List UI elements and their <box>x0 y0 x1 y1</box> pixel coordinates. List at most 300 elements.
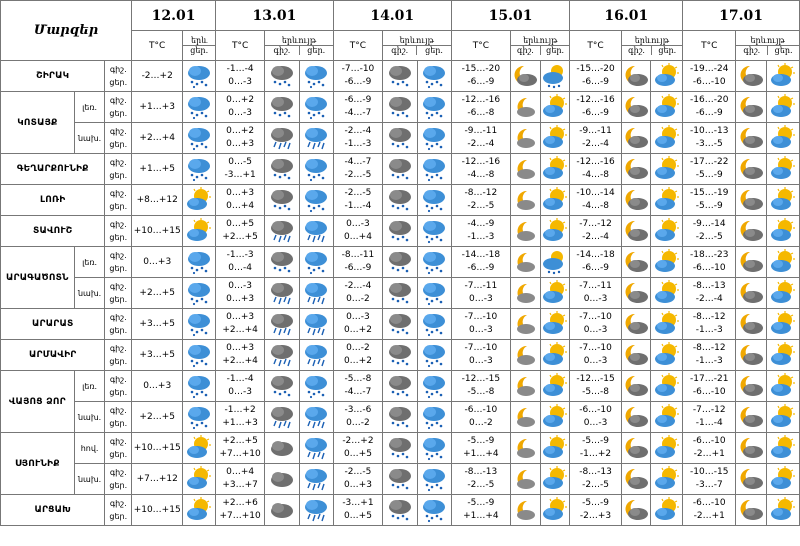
moon-cloud-icon <box>621 92 651 123</box>
night-day-label <box>736 46 799 55</box>
night-day-labels <box>105 61 132 92</box>
moon-cloud-icon <box>621 216 651 247</box>
day-temp: 0…-3 <box>583 356 608 366</box>
night-label: գիշ. <box>109 282 127 291</box>
sun-cloud-icon <box>651 154 683 185</box>
moon-icon <box>511 154 541 185</box>
night-temp: 0…-3 <box>346 219 370 229</box>
moon-cloud-icon <box>736 216 767 247</box>
temp-value <box>570 340 621 371</box>
sub-zone: լեռ. <box>74 371 105 402</box>
cloud-snow-icon <box>265 185 300 216</box>
day-temp: +7…+10 <box>219 511 261 521</box>
sun-cloud-icon <box>540 340 570 371</box>
cloud-snow-icon <box>383 464 418 495</box>
temp-value <box>216 61 265 92</box>
region-name: ԱՐԱԳԱԾՈՏՆ <box>1 247 75 309</box>
temp-value <box>216 216 265 247</box>
day-temp: 0…-3 <box>469 294 493 304</box>
temp-value <box>570 92 621 123</box>
day-label: ցեր. <box>109 481 128 490</box>
night-temp: -2…+2 <box>342 436 374 446</box>
temp-value <box>683 185 736 216</box>
day-label: ցեր. <box>109 450 128 459</box>
night-temp: -12…-16 <box>576 157 615 167</box>
snow-icon <box>183 309 216 340</box>
night-day-labels <box>105 247 132 278</box>
day-label: ցեր. <box>109 171 128 180</box>
night-temp: -7…-10 <box>464 312 498 322</box>
night-temp: -10…-14 <box>576 188 615 198</box>
night-temp: -1…-4 <box>226 64 254 74</box>
phen-label: երևույթ <box>622 36 682 46</box>
sun-cloud-icon <box>183 464 216 495</box>
day-temp: 0…-3 <box>583 418 608 428</box>
temp-value: +10…+15 <box>132 216 183 247</box>
snow-icon <box>417 309 451 340</box>
temp-value <box>216 309 265 340</box>
cloud-snow-icon <box>383 123 418 154</box>
temp-value <box>683 216 736 247</box>
sub-zone: նախ. <box>74 278 105 309</box>
snow-icon <box>183 340 216 371</box>
moon-icon <box>511 185 541 216</box>
day-temp: -2…-4 <box>467 139 495 149</box>
day-temp: -6…-9 <box>582 263 610 273</box>
night-temp: -8…-13 <box>692 281 726 291</box>
cloud-icon <box>265 433 300 464</box>
phen-header <box>621 31 682 61</box>
moon-icon <box>511 371 541 402</box>
night-label: գիշ. <box>109 96 127 105</box>
temp-value <box>451 340 510 371</box>
snow-icon <box>183 402 216 433</box>
sun-cloud-icon <box>767 464 800 495</box>
rain-icon <box>300 278 334 309</box>
region-name: ՍՅՈՒՆԻՔ <box>1 433 75 495</box>
night-temp: -10…-13 <box>690 126 729 136</box>
day-temp: -4…-8 <box>467 170 495 180</box>
night-temp: -8…-11 <box>341 250 375 260</box>
moon-cloud-icon <box>736 402 767 433</box>
sun-cloud-icon <box>767 92 800 123</box>
snow-icon <box>417 340 451 371</box>
moon-cloud-icon <box>621 433 651 464</box>
moon-icon <box>511 433 541 464</box>
sun-cloud-icon <box>540 402 570 433</box>
moon-icon <box>511 495 541 526</box>
sun-cloud-icon <box>767 61 800 92</box>
moon-cloud-icon <box>621 154 651 185</box>
day-temp: -2…-4 <box>582 139 610 149</box>
night-day-labels <box>105 185 132 216</box>
temp-value <box>570 371 621 402</box>
temp-header: T°C <box>683 31 736 61</box>
temp-value <box>570 309 621 340</box>
night-temp: 0…+4 <box>226 467 255 477</box>
night-temp: -8…-12 <box>464 188 498 198</box>
night-temp: -7…-10 <box>579 343 612 353</box>
night-temp: +2…+5 <box>222 436 258 446</box>
snow-icon <box>300 92 334 123</box>
night-temp: -5…-8 <box>344 374 372 384</box>
moon-cloud-icon <box>621 464 651 495</box>
region-name: ԼՈՌԻ <box>1 185 105 216</box>
date-header: 16.01 <box>570 1 683 31</box>
temp-value <box>570 247 621 278</box>
cloud-rain-icon <box>265 340 300 371</box>
cloud-snow-icon <box>383 92 418 123</box>
night-label: գիշ. <box>109 468 127 477</box>
day-label: ցեր. <box>109 357 128 366</box>
sun-cloud-icon <box>767 340 800 371</box>
moon-cloud-icon <box>736 278 767 309</box>
day-temp: -1…-3 <box>467 232 495 242</box>
night-temp: -7…-12 <box>692 405 726 415</box>
sun-cloud-icon <box>651 123 683 154</box>
night-temp: 0…+3 <box>226 312 255 322</box>
sun-cloud-icon <box>540 309 570 340</box>
day-temp: 0…+5 <box>343 449 372 459</box>
cloud-rain-icon <box>265 309 300 340</box>
night-temp: -6…-10 <box>464 405 498 415</box>
day-label: ցեր. <box>190 46 209 55</box>
cloud-snow-icon <box>265 61 300 92</box>
day-label: ցեր. <box>109 109 128 118</box>
day-temp: 0…-3 <box>583 325 608 335</box>
sun-cloud-icon <box>767 247 800 278</box>
night-temp: -8…-12 <box>692 312 726 322</box>
night-temp: -2…-5 <box>344 467 372 477</box>
night-label: գիշ. <box>383 46 417 55</box>
day-temp: -2…-5 <box>695 232 723 242</box>
rain-icon <box>300 433 334 464</box>
temp-header: T°C <box>333 31 382 61</box>
snow-icon <box>417 371 451 402</box>
day-temp: -2…-4 <box>582 232 610 242</box>
moon-cloud-icon <box>736 185 767 216</box>
day-temp: -1…-3 <box>695 325 723 335</box>
phen-label: երև <box>183 36 215 46</box>
temp-value <box>451 154 510 185</box>
cloud-snow-icon <box>383 154 418 185</box>
night-day-labels <box>105 309 132 340</box>
moon-cloud-icon <box>736 92 767 123</box>
day-temp: -6…-9 <box>344 77 372 87</box>
day-temp: 0…-3 <box>583 294 608 304</box>
day-temp: -5…-9 <box>695 201 723 211</box>
temp-value <box>570 154 621 185</box>
day-temp: 0…+5 <box>343 511 372 521</box>
sun-cloud-icon <box>540 495 570 526</box>
temp-value <box>333 464 382 495</box>
night-label: գիշ. <box>109 189 127 198</box>
sun-cloud-icon <box>651 371 683 402</box>
sun-cloud-icon <box>767 309 800 340</box>
day-temp: +7…+10 <box>219 449 261 459</box>
temp-value <box>683 371 736 402</box>
moon-cloud-icon <box>621 185 651 216</box>
night-temp: -12…-16 <box>461 95 501 105</box>
rain-icon <box>300 402 334 433</box>
temp-value <box>451 464 510 495</box>
night-temp: -10…-15 <box>690 467 729 477</box>
date-header: 14.01 <box>333 1 451 31</box>
temp-value <box>333 216 382 247</box>
temp-value <box>570 495 621 526</box>
night-temp: -7…-11 <box>579 281 612 291</box>
region-name: ՎԱՅՈՑ ՁՈՐ <box>1 371 75 433</box>
moon-cloud-icon <box>621 340 651 371</box>
temp-header: T°C <box>451 31 510 61</box>
day-temp: 0…-3 <box>228 387 252 397</box>
sun-cloud-icon <box>540 371 570 402</box>
day-temp: -6…-9 <box>467 263 495 273</box>
day-temp: -1…-3 <box>695 356 723 366</box>
temp-value <box>683 92 736 123</box>
sun-cloud-icon <box>651 61 683 92</box>
night-temp: 0…+5 <box>226 219 255 229</box>
temp-value <box>333 340 382 371</box>
temp-value <box>683 402 736 433</box>
night-label: գիշ. <box>109 127 127 136</box>
rain-icon <box>300 495 334 526</box>
moon-cloud-icon <box>621 495 651 526</box>
night-temp: -5…-9 <box>582 436 610 446</box>
night-temp: -9…-14 <box>692 219 726 229</box>
night-label: գիշ. <box>622 46 653 55</box>
temp-value <box>333 247 382 278</box>
sun-cloud-icon <box>540 154 570 185</box>
temp-value <box>570 278 621 309</box>
moon-cloud-icon <box>736 340 767 371</box>
snow-icon <box>417 278 451 309</box>
temp-value: +3…+5 <box>132 309 183 340</box>
night-temp: -15…-20 <box>576 64 615 74</box>
temp-value: +1…+3 <box>132 92 183 123</box>
temp-value <box>451 216 510 247</box>
night-day-labels <box>105 433 132 464</box>
temp-value <box>451 402 510 433</box>
sun-cloud-icon <box>651 433 683 464</box>
night-day-labels <box>105 278 132 309</box>
night-temp: 0…+3 <box>226 343 255 353</box>
region-name: ՇԻՐԱԿ <box>1 61 105 92</box>
phen-header <box>183 31 216 61</box>
snow-icon <box>183 123 216 154</box>
temp-value <box>451 123 510 154</box>
sun-cloud-icon <box>651 464 683 495</box>
night-temp: -9…-11 <box>464 126 498 136</box>
night-temp: 0…+2 <box>226 126 255 136</box>
night-temp: -7…-11 <box>464 281 498 291</box>
day-temp: +1…+4 <box>463 511 499 521</box>
moon-icon <box>511 309 541 340</box>
sun-cloud-icon <box>651 216 683 247</box>
temp-value <box>333 309 382 340</box>
snow-icon <box>417 495 451 526</box>
day-temp: -6…-9 <box>582 77 610 87</box>
temp-value <box>216 464 265 495</box>
night-temp: -2…-4 <box>344 281 372 291</box>
date-header: 12.01 <box>132 1 216 31</box>
day-label: ցեր. <box>109 202 128 211</box>
temp-value <box>333 154 382 185</box>
moon-cloud-icon <box>736 495 767 526</box>
night-temp: -7…-10 <box>341 64 375 74</box>
snow-icon <box>417 247 451 278</box>
day-temp: 0…-3 <box>228 108 252 118</box>
temp-value: +7…+12 <box>132 464 183 495</box>
day-temp: -6…-10 <box>692 387 726 397</box>
snow-icon <box>183 92 216 123</box>
sun-cloud-icon <box>540 278 570 309</box>
snow-icon <box>183 61 216 92</box>
night-day-labels <box>105 154 132 185</box>
sun-cloud-icon <box>540 216 570 247</box>
day-temp: -1…-3 <box>344 139 372 149</box>
night-label: գիշ. <box>109 313 127 322</box>
temp-value: +10…+15 <box>132 433 183 464</box>
cloud-rain-icon <box>265 123 300 154</box>
day-label: ցեր. <box>774 46 793 55</box>
night-temp: -8…-13 <box>464 467 498 477</box>
night-temp: -1…+2 <box>224 405 256 415</box>
temp-value <box>451 185 510 216</box>
day-temp: 0…+2 <box>343 356 372 366</box>
moon-cloud-icon <box>736 247 767 278</box>
sun-cloud-icon <box>767 278 800 309</box>
rain-icon <box>300 216 334 247</box>
day-temp: 0…+4 <box>343 232 372 242</box>
snow-icon <box>300 371 334 402</box>
day-temp: -6…-8 <box>467 108 495 118</box>
snow-icon <box>417 123 451 154</box>
temp-value <box>216 340 265 371</box>
temp-value <box>570 216 621 247</box>
sub-zone: նախ. <box>74 123 105 154</box>
phen-label: երևույթ <box>736 36 799 46</box>
phen-header <box>265 31 334 61</box>
day-label: ցեր. <box>109 140 128 149</box>
sun-cloud-icon <box>183 185 216 216</box>
sun-cloud-icon <box>651 402 683 433</box>
day-temp: 0…-3 <box>228 77 252 87</box>
night-temp: 0…+3 <box>226 188 255 198</box>
cloud-snow-icon <box>383 247 418 278</box>
temp-value <box>570 464 621 495</box>
night-day-label <box>265 46 333 55</box>
sun-cloud-icon <box>767 371 800 402</box>
temp-value: +8…+12 <box>132 185 183 216</box>
day-temp: -4…-8 <box>582 201 610 211</box>
night-temp: -12…-15 <box>576 374 615 384</box>
night-temp: -9…-11 <box>579 126 612 136</box>
temp-value: +10…+15 <box>132 495 183 526</box>
snow-icon <box>417 154 451 185</box>
night-temp: -12…-16 <box>576 95 615 105</box>
night-label: գիշ. <box>109 251 127 260</box>
moon-cloud-icon <box>736 464 767 495</box>
temp-header: T°C <box>216 31 265 61</box>
night-label: գիշ. <box>265 46 299 55</box>
cloud-snow-icon <box>383 185 418 216</box>
snow-icon <box>183 371 216 402</box>
day-temp: -2…+1 <box>693 449 725 459</box>
sun-cloud-icon <box>540 123 570 154</box>
day-temp: -3…-7 <box>695 480 723 490</box>
region-name: ԳԵՂԱՐՔՈՒՆԻՔ <box>1 154 105 185</box>
temp-value <box>333 185 382 216</box>
temp-value: -2…+2 <box>132 61 183 92</box>
temp-value <box>333 278 382 309</box>
temp-value <box>216 371 265 402</box>
day-temp: +2…+5 <box>222 232 258 242</box>
temp-value <box>216 278 265 309</box>
sun-cloud-icon <box>767 216 800 247</box>
temp-value <box>451 495 510 526</box>
sun-cloud-icon <box>767 123 800 154</box>
temp-value <box>333 92 382 123</box>
night-day-labels <box>105 495 132 526</box>
snow-icon <box>300 247 334 278</box>
temp-value <box>570 61 621 92</box>
temp-value: +2…+4 <box>132 123 183 154</box>
moon-cloud-icon <box>621 402 651 433</box>
night-temp: -7…-10 <box>464 343 498 353</box>
sun-cloud-icon <box>540 92 570 123</box>
region-name: ԿՈՏԱՅՔ <box>1 92 75 154</box>
date-header: 15.01 <box>451 1 570 31</box>
sun-cloud-icon <box>540 433 570 464</box>
night-temp: -17…-21 <box>690 374 729 384</box>
snow-icon <box>417 216 451 247</box>
day-temp: -1…-4 <box>695 418 723 428</box>
sun-cloud-icon <box>767 185 800 216</box>
night-label: գիշ. <box>109 158 127 167</box>
region-name: ԱՐՄԱՎԻՐ <box>1 340 105 371</box>
cloud-snow-icon <box>383 61 418 92</box>
temp-value <box>216 247 265 278</box>
snow-icon <box>300 61 334 92</box>
night-temp: 0…-5 <box>228 157 252 167</box>
day-label: ցեր. <box>546 46 565 55</box>
snow-icon <box>417 433 451 464</box>
phen-header <box>511 31 570 61</box>
night-temp: 0…+2 <box>226 95 255 105</box>
temp-header: T°C <box>570 31 621 61</box>
snow-icon <box>300 154 334 185</box>
temp-value <box>683 278 736 309</box>
night-temp: -4…-9 <box>467 219 495 229</box>
temp-value <box>333 123 382 154</box>
night-temp: 0…-2 <box>346 343 370 353</box>
sun-snow-icon <box>540 247 570 278</box>
sun-cloud-icon <box>767 495 800 526</box>
temp-value: 0…+3 <box>132 371 183 402</box>
cloud-snow-icon <box>383 340 418 371</box>
day-label: ցեր. <box>109 326 128 335</box>
moon-icon <box>511 92 541 123</box>
sub-zone: նախ. <box>74 402 105 433</box>
night-temp: 0…-3 <box>346 312 370 322</box>
night-day-label <box>511 46 569 55</box>
temp-value <box>216 154 265 185</box>
night-temp: -4…-7 <box>344 157 372 167</box>
temp-value <box>683 247 736 278</box>
day-temp: -2…-5 <box>467 201 495 211</box>
day-temp: -3…+1 <box>224 170 256 180</box>
